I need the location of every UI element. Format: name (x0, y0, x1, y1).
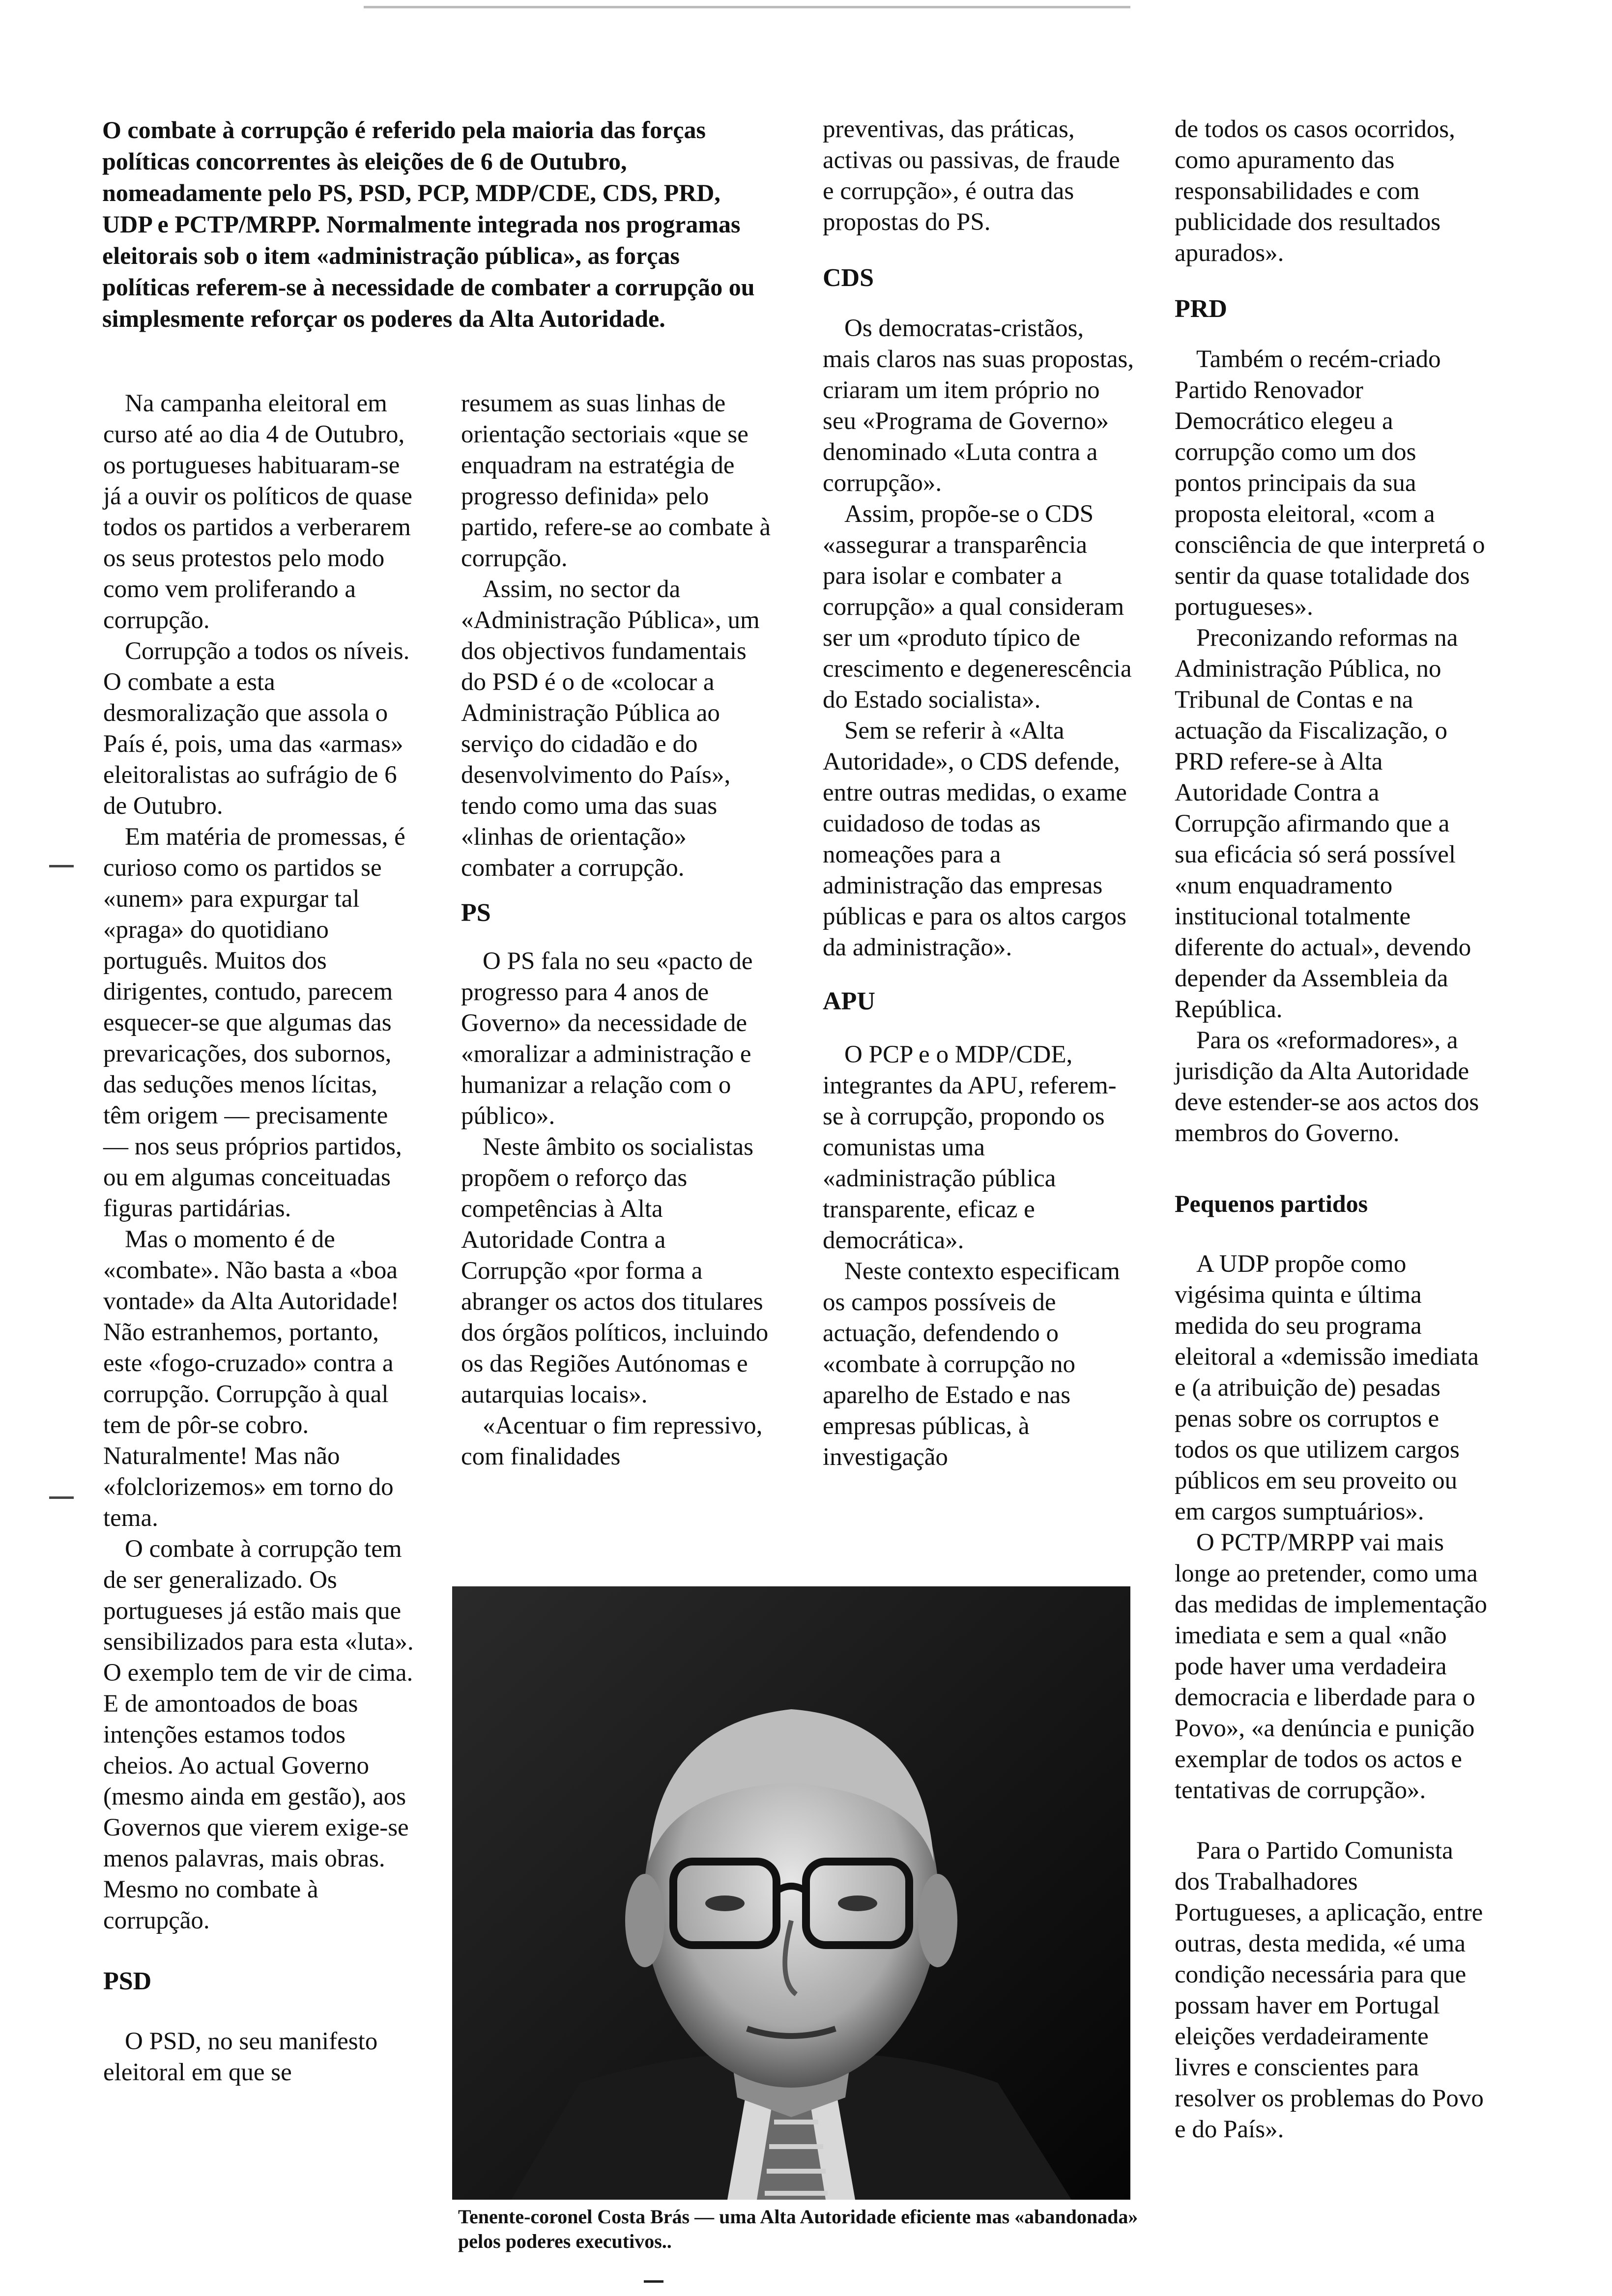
col1-p2: Corrupção a todos os níveis. O combate a esta desmoralização que assola o País é, pois, uma das «armas» eleitoralistas ao sufrágio de 6 de Outubro. (103, 637, 410, 820)
cds-p1: Os democratas-cristãos, mais claros nas suas propostas, criaram um item próprio no seu «Programa de Governo» denominado «Luta contra a corrupção». (823, 315, 1134, 497)
col2-p2: Assim, no sector da «Administração Pública», um dos objectivos fundamentais do PSD é o de «colocar a Administração Pública ao serviço do cidadão e do desenvolvimento do País», tendo como uma das suas «linhas de orientação» combater a corrupção. (461, 575, 760, 882)
col3-top: preventivas, das práticas, activas ou passivas, de fraude e corrupção», é outra das propostas do PS. (823, 115, 1120, 236)
section-heading-psd: PSD (103, 1967, 152, 1995)
apu-p1: O PCP e o MDP/CDE, integrantes da APU, referem-se à corrupção, propondo os comunistas uma «administração pública transparente, eficaz e democrática». (823, 1041, 1117, 1254)
prd-p2: Preconizando reformas na Administração Pública, no Tribunal de Contas e na actuação da Fiscalização, o PRD refere-se à Alta Autoridade Contra a Corrupção afirmando que a sua eficácia só será possível «num enquadramento institucional totalmente diferente do actual», devendo depender da Assembleia da República. (1175, 624, 1471, 1023)
column-3 (823, 114, 1135, 1473)
prd-p1: Também o recém-criado Partido Renovador Democrático elegeu a corrupção como um dos pontos principais da sua proposta eleitoral, «com a consciência de que interpretá o sentir da quase totalidade dos portugueses». (1175, 345, 1485, 621)
col1-p1: Na campanha eleitoral em curso até ao dia 4 de Outubro, os portugueses habituaram-se já a ouvir os políticos de quase todos os partidos a verberarem os seus protestos pelo modo como vem proliferando a corrupção. (103, 390, 412, 634)
section-heading-prd: PRD (1175, 295, 1227, 323)
pequenos-p3: Para o Partido Comunista dos Trabalhadores Portugueses, a aplicação, entre outras, desta medida, «é uma condição necessária para que possam haver em Portugal eleições verdadeiramente livres e conscientes para resolver os problemas do Povo e do País». (1175, 1837, 1484, 2143)
portrait-photo (452, 1586, 1130, 2200)
ps-p1: O PS fala no seu «pacto de progresso para 4 anos de Governo» da necessidade de «moralizar a administração e humanizar a relação com o público». (461, 947, 753, 1130)
col4-top: de todos os casos ocorridos, como apuramento das responsabilidades e com publicidade dos resultados apurados». (1175, 115, 1455, 267)
ps-p2: Neste âmbito os socialistas propõem o reforço das competências à Alta Autoridade Contra a Corrupção «por forma a abranger os actos dos titulares dos órgãos políticos, incluindo os das Regiões Autónomas e autarquias locais». (461, 1133, 769, 1408)
lead-paragraph (102, 114, 771, 334)
section-heading-ps: PS (461, 899, 491, 927)
pequenos-p1: A UDP propõe como vigésima quinta e última medida do seu programa eleitoral a «demissão imediata e (a atribuição de) pesadas penas sobre os corruptos e todos os que utilizem cargos públicos em seu proveito ou em cargos sumptuários». (1175, 1250, 1479, 1525)
lead-text: O combate à corrupção é referido pela maioria das forças políticas concorrentes às eleições de 6 de Outubro, nomeadamente pelo PS, PSD, PCP, MDP/CDE, CDS, PRD, UDP e PCTP/MRPP. Normalmente integrada nos programas eleitorais sob o item «administração pública», as forças políticas referem-se à necessidade de combater a corrupção ou simplesmente reforçar os poderes da Alta Autoridade. (102, 116, 755, 332)
cds-p2: Assim, propõe-se o CDS «assegurar a transparência para isolar e combater a corrupção» a qual consideram ser um «produto típico de crescimento e degenerescência do Estado socialista». (823, 500, 1132, 714)
margin-mark-left (49, 865, 74, 867)
section-heading-cds: CDS (823, 264, 874, 292)
psd-p1: O PSD, no seu manifesto eleitoral em que se (103, 2028, 378, 2086)
col1-p4: Mas o momento é de «combate». Não basta a «boa vontade» da Alta Autoridade! Não estranhemos, portanto, este «fogo-cruzado» contra a corrupção. Corrupção à qual tem de pôr-se cobro. Naturalmente! Mas não «folclorizemos» em torno do tema. (103, 1226, 399, 1532)
apu-p2: Neste contexto especificam os campos possíveis de actuação, defendendo o «combate à corrupção no aparelho de Estado e nas empresas públicas, à investigação (823, 1258, 1120, 1471)
pequenos-p2: O PCTP/MRPP vai mais longe ao pretender, como uma das medidas de implementação imediata e sem a qual «não pode haver uma verdadeira democracia e liberdade para o Povo», «a denúncia e punição exemplar de todos os actos e tentativas de corrupção». (1175, 1529, 1487, 1804)
column-1 (103, 388, 418, 2088)
section-heading-apu: APU (823, 987, 875, 1015)
margin-mark-left-2 (49, 1496, 74, 1499)
col2-p1: resumem as suas linhas de orientação sectoriais «que se enquadram na estratégia de progresso definida» pelo partido, refere-se ao combate à corrupção. (461, 390, 771, 572)
photo-caption: Tenente-coronel Costa Brás — uma Alta Autoridade eficiente mas «abandonada» pelos poderes executivos.. (458, 2206, 1138, 2252)
column-2 (461, 388, 772, 1472)
top-rule (364, 6, 1130, 8)
bottom-mark (644, 2280, 663, 2283)
section-heading-pequenos-partidos: Pequenos partidos (1175, 1190, 1368, 1217)
prd-p3: Para os «reformadores», a jurisdição da Alta Autoridade deve estender-se aos actos dos membros do Governo. (1175, 1027, 1479, 1147)
col1-p3: Em matéria de promessas, é curioso como os partidos se «unem» para expurgar tal «praga» do quotidiano português. Muitos dos dirigentes, contudo, parecem esquecer-se que algumas das prevaricações, dos subornos, das seduções menos lícitas, têm origem — precisamente — nos seus próprios partidos, ou em algumas conceituadas figuras partidárias. (103, 823, 405, 1222)
col1-p5: O combate à corrupção tem de ser generalizado. Os portugueses já estão mais que sensibilizados para esta «luta». O exemplo tem de vir de cima. E de amontoados de boas intenções estamos todos cheios. Ao actual Governo (mesmo ainda em gestão), aos Governos que vierem exige-se menos palavras, mais obras. Mesmo no combate à corrupção. (103, 1535, 414, 1934)
ps-p3: «Acentuar o fim repressivo, com finalidades (461, 1412, 763, 1470)
portrait-illustration (452, 1586, 1130, 2200)
cds-p3: Sem se referir à «Alta Autoridade», o CDS defende, entre outras medidas, o exame cuidadoso de todas as nomeações para a administração das empresas públicas e para os altos cargos da administração». (823, 717, 1127, 961)
column-4 (1175, 114, 1488, 2145)
